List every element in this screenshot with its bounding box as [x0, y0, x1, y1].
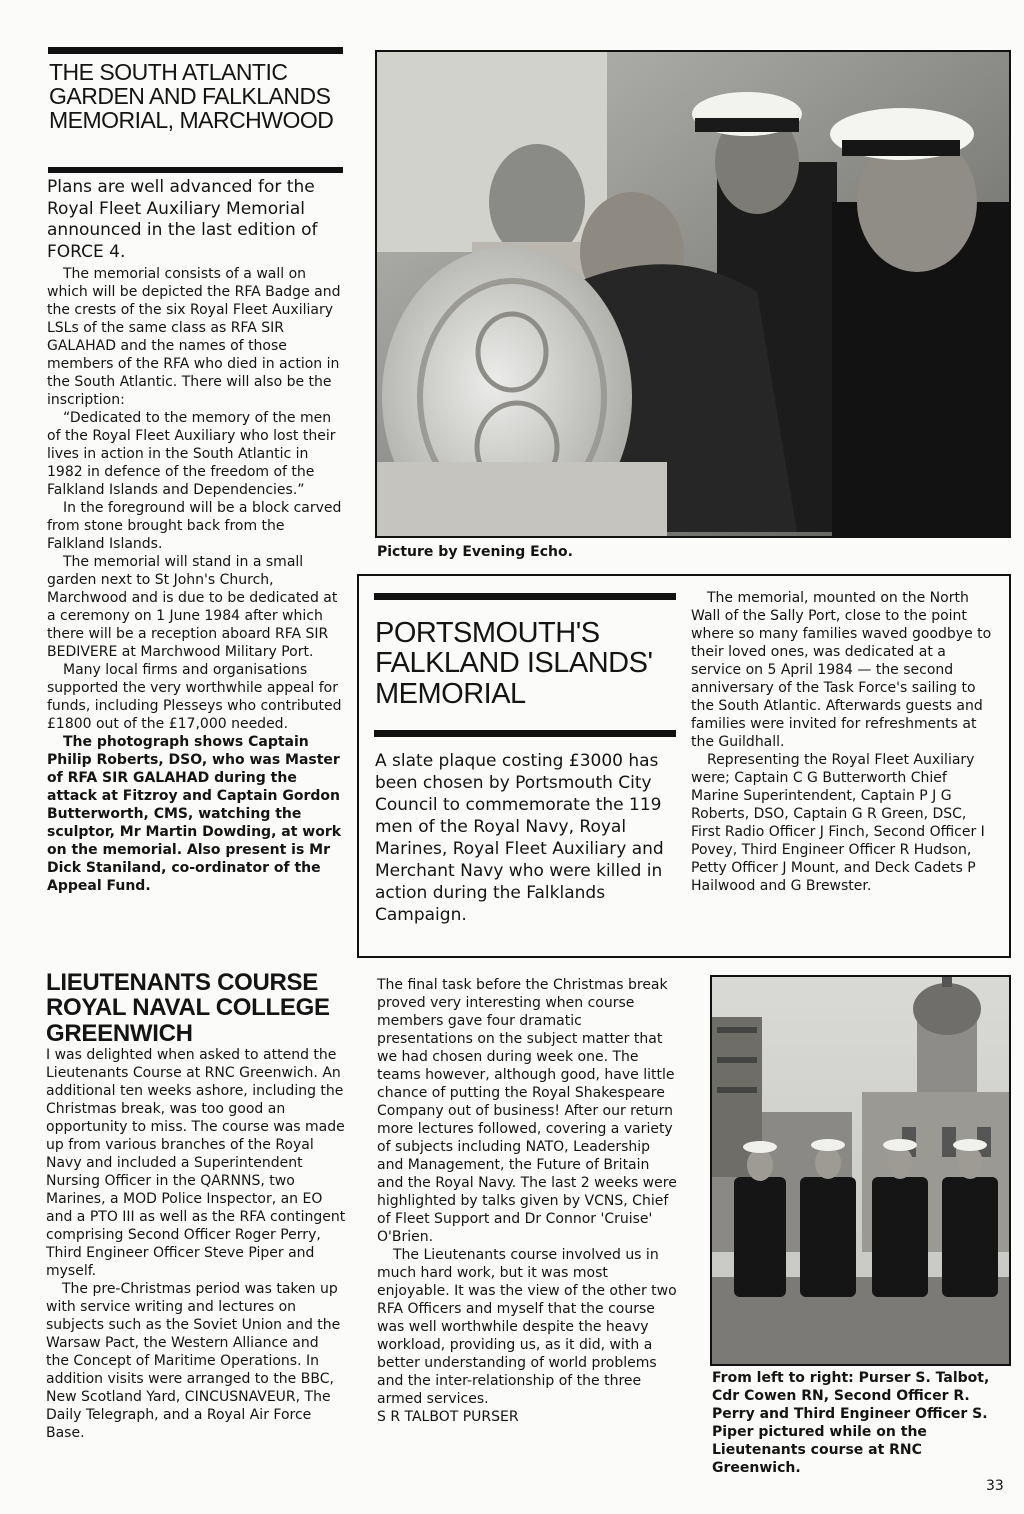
article2-title-rule [374, 730, 676, 737]
photo-credit: Picture by Evening Echo. [377, 544, 573, 560]
article2-top-rule [374, 593, 676, 600]
article1-title-rule [48, 167, 343, 173]
paragraph: The memorial will stand in a small garden next to St John's Church, Marchwood and is due to be dedicated at a ceremony on 1 June 1984 after which there will be a reception aboard RFA SIR BEDIVERE at Marchwood Military Port. [47, 554, 338, 660]
article3-col2 [377, 976, 679, 1426]
paragraph: The pre-Christmas period was taken up with service writing and lectures on subjects such as the Soviet Union and the Warsaw Pact, the Western Alliance and the Concept of Maritime Operations. In addition visits were arranged to the BBC, New Scotland Yard, CINCUSNAVEUR, The Daily Telegraph, and a Royal Air Force Base. [46, 1281, 341, 1441]
article1-title: THE SOUTH ATLANTIC GARDEN AND FALKLANDS MEMORIAL, MARCHWOOD [49, 59, 334, 134]
paragraph: I was delighted when asked to attend the Lieutenants Course at RNC Greenwich. An additional ten weeks ashore, including the Christmas break, was too good an opportunity to miss. The course was made up from various branches of the Royal Navy and included a Superintendent Nursing Officer in the QARNNS, two Marines, a MOD Police Inspector, an EO and a PTO III as well as the RFA contingent comprising Second Officer Roger Perry, Third Engineer Officer Steve Piper and myself. [46, 1047, 346, 1279]
page-number: 33 [986, 1478, 1004, 1494]
article1-lead: Plans are well advanced for the Royal Fleet Auxiliary Memorial announced in the last edition of FORCE 4. [47, 177, 318, 262]
article2-body [691, 589, 995, 895]
paragraph: Representing the Royal Fleet Auxiliary were; Captain C G Butterworth Chief Marine Superintendent, Captain P J G Roberts, DSO, Captain G R Green, DSC, First Radio Officer J Finch, Second Officer I Povey, Third Engineer Officer R Hudson, Petty Officer J Mount, and Deck Cadets P Hailwood and G Brewster. [691, 752, 985, 894]
sculptor-photo [375, 50, 1011, 538]
article3-title: LIEUTENANTS COURSE ROYAL NAVAL COLLEGE GREENWICH [46, 969, 330, 1047]
sculptor-photo-image [377, 52, 1009, 536]
article3-col1 [46, 1046, 346, 1442]
signature: S R TALBOT PURSER [377, 1409, 519, 1425]
greenwich-photo [710, 975, 1011, 1366]
greenwich-photo-caption: From left to right: Purser S. Talbot, Cdr Cowen RN, Second Officer R. Perry and Third Engineer Officer S. Piper pictured while on the Lieutenants course at RNC Greenwich. [712, 1370, 990, 1476]
paragraph: The memorial consists of a wall on which will be depicted the RFA Badge and the crests of the six Royal Fleet Auxiliary LSLs of the same class as RFA SIR GALAHAD and the names of those members of the RFA who died in action in the South Atlantic. There will also be the inscription: [47, 266, 341, 408]
article1-top-rule [48, 47, 343, 54]
article2-lead: A slate plaque costing £3000 has been chosen by Portsmouth City Council to commemorate the 119 men of the Royal Navy, Royal Marines, Royal Fleet Auxiliary and Merchant Navy who were killed in action during the Falklands Campaign. [375, 751, 664, 925]
paragraph: The final task before the Christmas break proved very interesting when course members gave four dramatic presentations on the subject matter that we had chosen during week one. The teams however, although good, have little chance of putting the Royal Shakespeare Company out of business! After our return more lectures followed, covering a variety of subjects including NATO, Leadership and Management, the Future of Britain and the Royal Navy. The last 2 weeks were highlighted by talks given by VCNS, Chief of Fleet Support and Dr Connor 'Cruise' O'Brien. [377, 977, 677, 1245]
article1-body [47, 265, 345, 895]
photo-description: The photograph shows Captain Philip Roberts, DSO, who was Master of RFA SIR GALAHAD during the attack at Fitzroy and Captain Gordon Butterworth, CMS, watching the sculptor, Mr Martin Dowding, at work on the memorial. Also present is Mr Dick Staniland, co-ordinator of the Appeal Fund. [47, 734, 342, 894]
greenwich-photo-image [712, 977, 1009, 1364]
paragraph: In the foreground will be a block carved from stone brought back from the Falkland Islands. [47, 500, 342, 552]
paragraph: “Dedicated to the memory of the men of the Royal Fleet Auxiliary who lost their lives in action in the South Atlantic in 1982 in defence of the freedom of the Falkland Islands and Dependencies.” [47, 410, 336, 498]
paragraph: Many local firms and organisations supported the very worthwhile appeal for funds, including Plesseys who contributed £1800 out of the £17,000 needed. [47, 662, 342, 732]
article2-title: PORTSMOUTH'S FALKLAND ISLANDS' MEMORIAL [375, 617, 653, 710]
paragraph: The Lieutenants course involved us in much hard work, but it was most enjoyable. It was the view of the other two RFA Officers and myself that the course was well worthwhile despite the heavy workload, providing us, as it did, with a better understanding of world problems and the inter-relationship of the three armed services. [377, 1247, 677, 1407]
paragraph: The memorial, mounted on the North Wall of the Sally Port, close to the point where so many families waved goodbye to their loved ones, was dedicated at a service on 5 April 1984 — the second anniversary of the Task Force's sailing to the South Atlantic. Afterwards guests and families were invited for refreshments at the Guildhall. [691, 590, 992, 750]
